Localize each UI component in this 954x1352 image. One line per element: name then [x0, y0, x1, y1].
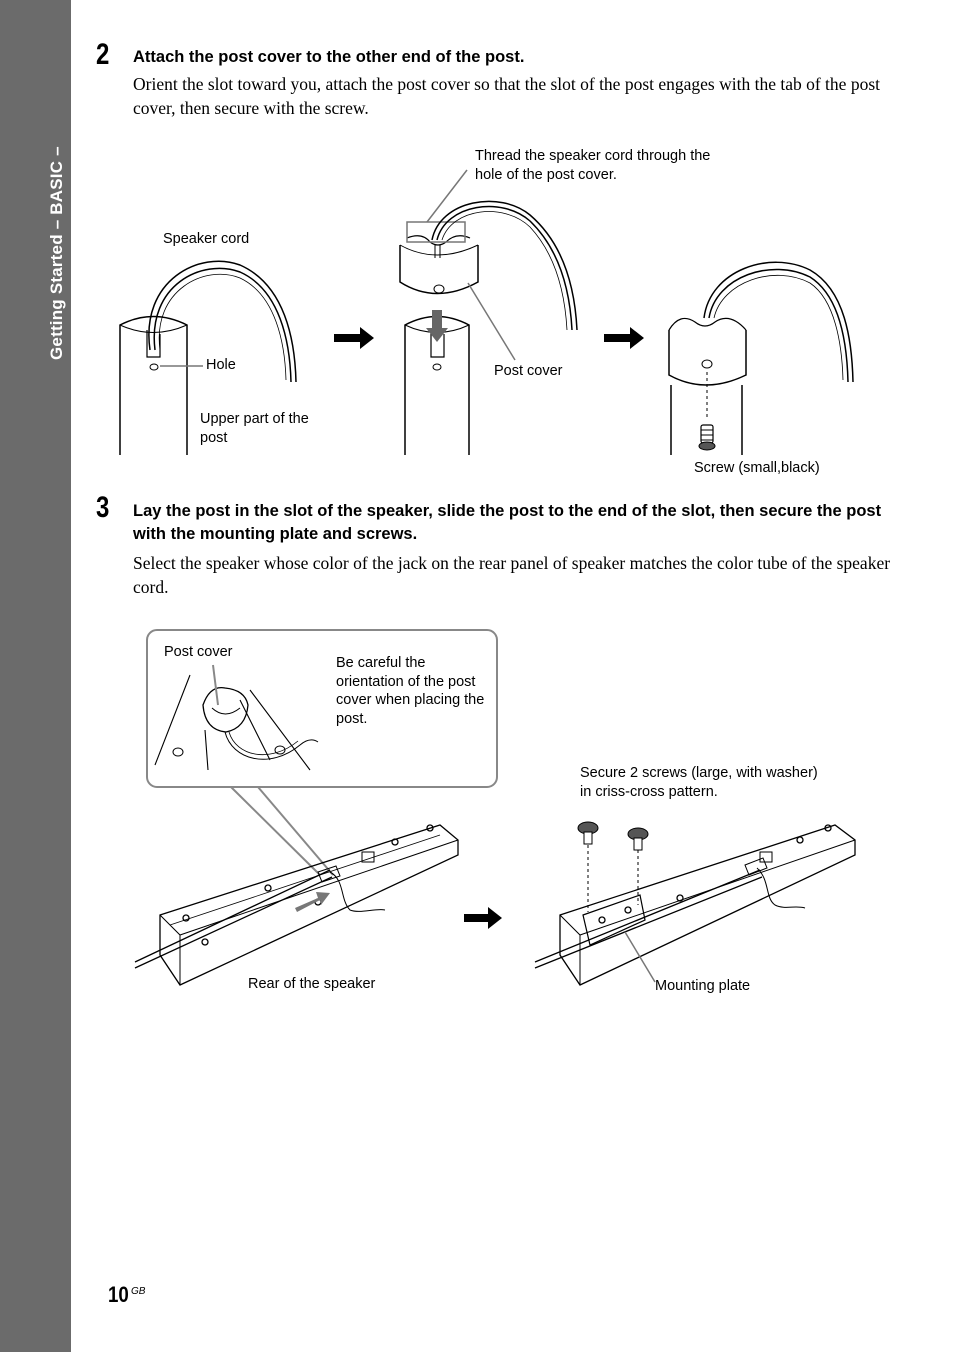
page-number: 10 — [108, 1282, 129, 1307]
label-careful: Be careful the orientation of the post cover when placing the post. — [336, 655, 485, 727]
label-thread: Thread the speaker cord through the hole of the post cover. — [475, 148, 711, 183]
label-secure-screws: Secure 2 screws (large, with washer) in criss-cross pattern. — [580, 765, 818, 800]
label-post-cover: Post cover — [494, 363, 563, 379]
page-suffix: GB — [131, 1286, 146, 1297]
label-hole: Hole — [206, 357, 236, 373]
label-rear-of-speaker: Rear of the speaker — [248, 976, 376, 992]
step-3-figure — [130, 625, 870, 1005]
step-3-title: Lay the post in the slot of the speaker, slide the post to the end of the slot, then secure the post with the mounting plate and screws. — [133, 502, 882, 543]
section-label: Getting Started – BASIC – — [47, 146, 66, 360]
step-2-title: Attach the post cover to the other end of the post. — [133, 48, 525, 66]
label-upper-part: Upper part of the post — [200, 411, 309, 446]
step-2-body: Orient the slot toward you, attach the post cover so that the slot of the post engages with the tab of the post cover, then secure with the screw. — [133, 74, 880, 118]
label-post-cover-2: Post cover — [164, 644, 233, 660]
side-tab — [0, 0, 71, 1352]
label-screw: Screw (small,black) — [694, 460, 820, 476]
step-3-body: Select the speaker whose color of the jack on the rear panel of speaker matches the color tube of the speaker cord. — [133, 553, 891, 597]
step-3-number: 3 — [96, 491, 110, 524]
label-speaker-cord: Speaker cord — [163, 231, 250, 247]
label-mounting-plate: Mounting plate — [655, 978, 751, 994]
step-2-number: 2 — [96, 38, 110, 71]
